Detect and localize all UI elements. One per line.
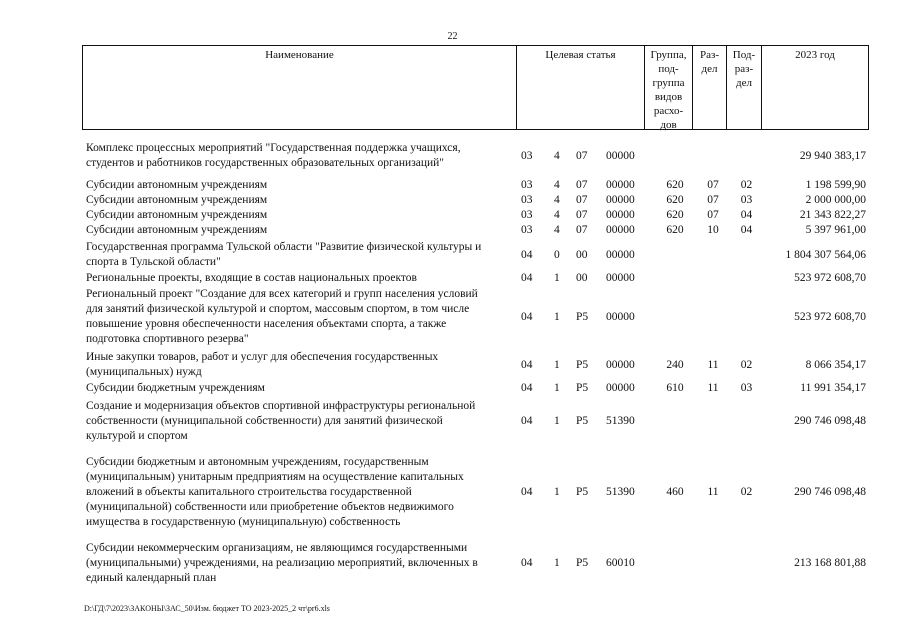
target-code-subprogram: 4 <box>554 209 560 221</box>
razdel-code: 07 <box>707 194 719 206</box>
target-code-section: 00 <box>576 272 588 284</box>
footer-filepath: D:\ГД\7\2023\ЗАКОНЫ\ЗАС_50\Изм. бюджет ТО 2023-2025_2 чт\pr6.xls <box>84 604 330 613</box>
row-name-line: вложений в объекты капитального строительства государственной <box>86 486 412 498</box>
amount-value: 2 000 000,00 <box>805 194 866 206</box>
header-group-line: Группа, <box>650 49 687 61</box>
row-name <box>86 541 514 586</box>
group-code: 240 <box>666 358 684 371</box>
row-name <box>86 208 514 223</box>
row-name <box>86 193 514 208</box>
header-razdel-line: Раз- <box>699 49 719 61</box>
target-code-subprogram: 4 <box>554 149 560 162</box>
target-code-program: 03 <box>521 194 533 206</box>
row-name-line: Региональные проекты, входящие в состав национальных проектов <box>86 272 417 284</box>
target-code-item: 00000 <box>606 310 635 323</box>
target-code-section: P5 <box>576 486 589 498</box>
header-podrazdel-line: раз- <box>734 63 754 75</box>
header-group <box>645 46 693 129</box>
header-group-line: видов <box>654 91 683 103</box>
target-code-section: P5 <box>576 415 589 427</box>
header-group-line: под- <box>658 63 679 75</box>
target-code-item: 00000 <box>606 272 635 284</box>
group-code: 460 <box>666 486 684 498</box>
target-code-program: 04 <box>521 486 533 498</box>
target-code-section: P5 <box>576 557 589 569</box>
amount-value: 29 940 383,17 <box>799 149 866 162</box>
razdel-code: 07 <box>707 179 719 191</box>
row-name-line: (муниципальными) учреждениями, на реализацию мероприятий, включенных в <box>86 557 478 569</box>
podrazdel-code: 02 <box>740 358 753 371</box>
target-code-item: 00000 <box>606 382 635 394</box>
row-name-line: Государственная программа Тульской области "Развитие физической культуры и <box>86 241 482 253</box>
row-name-line: повышение уровня обеспеченности населения объектами спорта, а также <box>86 318 447 330</box>
target-code-item: 00000 <box>606 358 635 371</box>
amount-value: 523 972 608,70 <box>794 310 866 323</box>
target-code-item: 00000 <box>606 248 635 261</box>
row-name-line: для занятий физической культурой и спортом, массовым спортом, в том числе <box>86 303 470 315</box>
target-code-program: 04 <box>521 248 533 261</box>
header-podrazdel <box>727 46 762 129</box>
amount-value: 8 066 354,17 <box>805 358 866 371</box>
row-name-line: Региональный проект "Создание для всех категорий и групп населения условий <box>86 288 478 300</box>
target-code-section: 07 <box>576 224 588 236</box>
row-name-line: Создание и модернизация объектов спортивной инфраструктуры региональной <box>86 400 476 412</box>
header-razdel <box>693 46 727 129</box>
row-name <box>86 223 514 238</box>
podrazdel-code: 03 <box>740 382 753 394</box>
target-code-subprogram: 1 <box>554 358 560 371</box>
target-code-subprogram: 4 <box>554 179 560 191</box>
target-code-subprogram: 1 <box>554 272 560 284</box>
row-name <box>86 271 514 286</box>
podrazdel-code: 03 <box>740 194 753 206</box>
target-code-subprogram: 1 <box>554 415 560 427</box>
target-code-item: 00000 <box>606 149 635 162</box>
row-name-line: Иные закупки товаров, работ и услуг для обеспечения государственных <box>86 351 439 363</box>
target-code-program: 04 <box>521 358 533 371</box>
amount-value: 11 991 354,17 <box>800 382 866 394</box>
row-name-line: Субсидии автономным учреждениям <box>86 209 268 221</box>
row-name-line: (муниципальным) унитарным предприятиям на осуществление капитальных <box>86 471 464 483</box>
row-name <box>86 399 514 444</box>
header-target: Целевая статья <box>517 46 645 129</box>
target-code-subprogram: 1 <box>554 310 560 323</box>
group-code: 620 <box>666 209 684 221</box>
podrazdel-code: 04 <box>740 224 753 236</box>
header-podrazdel-line: Под- <box>732 49 756 61</box>
header-year: 2023 год <box>795 49 835 61</box>
row-name-line: Субсидии автономным учреждениям <box>86 224 268 236</box>
row-name-line: студентов и работников государственных образовательных организаций" <box>86 157 444 169</box>
row-name-line: Субсидии некоммерческим организациям, не являющимся государственными <box>86 542 468 554</box>
row-name-line: Субсидии бюджетным и автономным учреждениям, государственным <box>86 456 429 468</box>
target-code-section: 07 <box>576 149 588 162</box>
target-code-subprogram: 1 <box>554 486 560 498</box>
header-group-line: дов <box>660 119 677 131</box>
header-name: Наименование <box>83 46 517 129</box>
target-code-subprogram: 0 <box>554 248 560 261</box>
row-name <box>86 141 514 171</box>
target-code-item: 00000 <box>606 194 635 206</box>
target-code-program: 03 <box>521 209 533 221</box>
group-code: 610 <box>666 382 684 394</box>
target-code-item: 00000 <box>606 209 635 221</box>
target-code-item: 60010 <box>606 557 635 569</box>
row-name-line: имущества в государственную (муниципальную) собственность <box>86 516 401 528</box>
podrazdel-code: 02 <box>740 486 753 498</box>
target-code-section: P5 <box>576 358 589 371</box>
target-code-program: 04 <box>521 557 533 569</box>
row-name-line: Комплекс процессных мероприятий "Государственная поддержка учащихся, <box>86 142 461 154</box>
target-code-section: P5 <box>576 310 589 323</box>
row-name <box>86 240 514 270</box>
row-name-line: единый календарный план <box>86 572 217 584</box>
target-code-program: 03 <box>521 179 533 191</box>
target-code-subprogram: 4 <box>554 194 560 206</box>
target-code-item: 51390 <box>606 486 635 498</box>
row-name <box>86 178 514 193</box>
target-code-program: 04 <box>521 382 533 394</box>
header-podrazdel-line: дел <box>736 77 752 89</box>
row-name-line: собственности (муниципальной собственности) для занятий физической <box>86 415 443 427</box>
target-code-program: 04 <box>521 415 533 427</box>
header-group-line: расхо- <box>653 105 684 117</box>
target-code-program: 03 <box>521 224 533 236</box>
target-code-section: 07 <box>576 209 588 221</box>
target-code-section: 07 <box>576 194 588 206</box>
podrazdel-code: 04 <box>740 209 753 221</box>
row-name-line: подготовка спортивного резерва" <box>86 333 249 345</box>
group-code: 620 <box>666 194 684 206</box>
target-code-item: 00000 <box>606 224 635 236</box>
amount-value: 290 746 098,48 <box>794 486 866 498</box>
target-code-subprogram: 1 <box>554 382 560 394</box>
row-name <box>86 455 514 530</box>
row-name <box>86 287 514 347</box>
group-code: 620 <box>666 224 684 236</box>
razdel-code: 07 <box>707 209 719 221</box>
amount-value: 290 746 098,48 <box>794 415 866 427</box>
page-number: 22 <box>447 31 458 42</box>
row-name-line: Субсидии автономным учреждениям <box>86 179 268 191</box>
row-name <box>86 350 514 380</box>
row-name-line: Субсидии бюджетным учреждениям <box>86 382 265 394</box>
target-code-section: P5 <box>576 382 589 394</box>
target-code-section: 00 <box>576 248 588 261</box>
row-name-line: (муниципальной) собственности или приобретение объектов недвижимого <box>86 501 454 513</box>
group-code: 620 <box>666 179 684 191</box>
razdel-code: 11 <box>707 486 719 498</box>
amount-value: 21 343 822,27 <box>799 209 866 221</box>
target-code-item: 51390 <box>606 415 635 427</box>
target-code-subprogram: 1 <box>554 557 560 569</box>
amount-value: 213 168 801,88 <box>794 557 866 569</box>
row-name-line: культурой и спортом <box>86 430 188 442</box>
razdel-code: 11 <box>707 382 719 394</box>
amount-value: 1 804 307 564,06 <box>785 248 866 261</box>
row-name <box>86 381 514 396</box>
target-code-program: 04 <box>521 272 533 284</box>
amount-value: 1 198 599,90 <box>805 179 866 191</box>
row-name-line: спорта в Тульской области" <box>86 256 221 268</box>
razdel-code: 11 <box>707 358 719 371</box>
razdel-code: 10 <box>707 224 719 236</box>
table-header <box>82 45 869 130</box>
target-code-subprogram: 4 <box>554 224 560 236</box>
header-group-line: группа <box>652 77 685 89</box>
header-razdel-line: дел <box>701 63 718 75</box>
row-name-line: Субсидии автономным учреждениям <box>86 194 268 206</box>
amount-value: 523 972 608,70 <box>794 272 866 284</box>
podrazdel-code: 02 <box>740 179 753 191</box>
amount-value: 5 397 961,00 <box>805 224 866 236</box>
target-code-program: 03 <box>521 149 533 162</box>
row-name-line: (муниципальных) нужд <box>86 366 202 378</box>
target-code-section: 07 <box>576 179 588 191</box>
target-code-program: 04 <box>521 310 533 323</box>
target-code-item: 00000 <box>606 179 635 191</box>
